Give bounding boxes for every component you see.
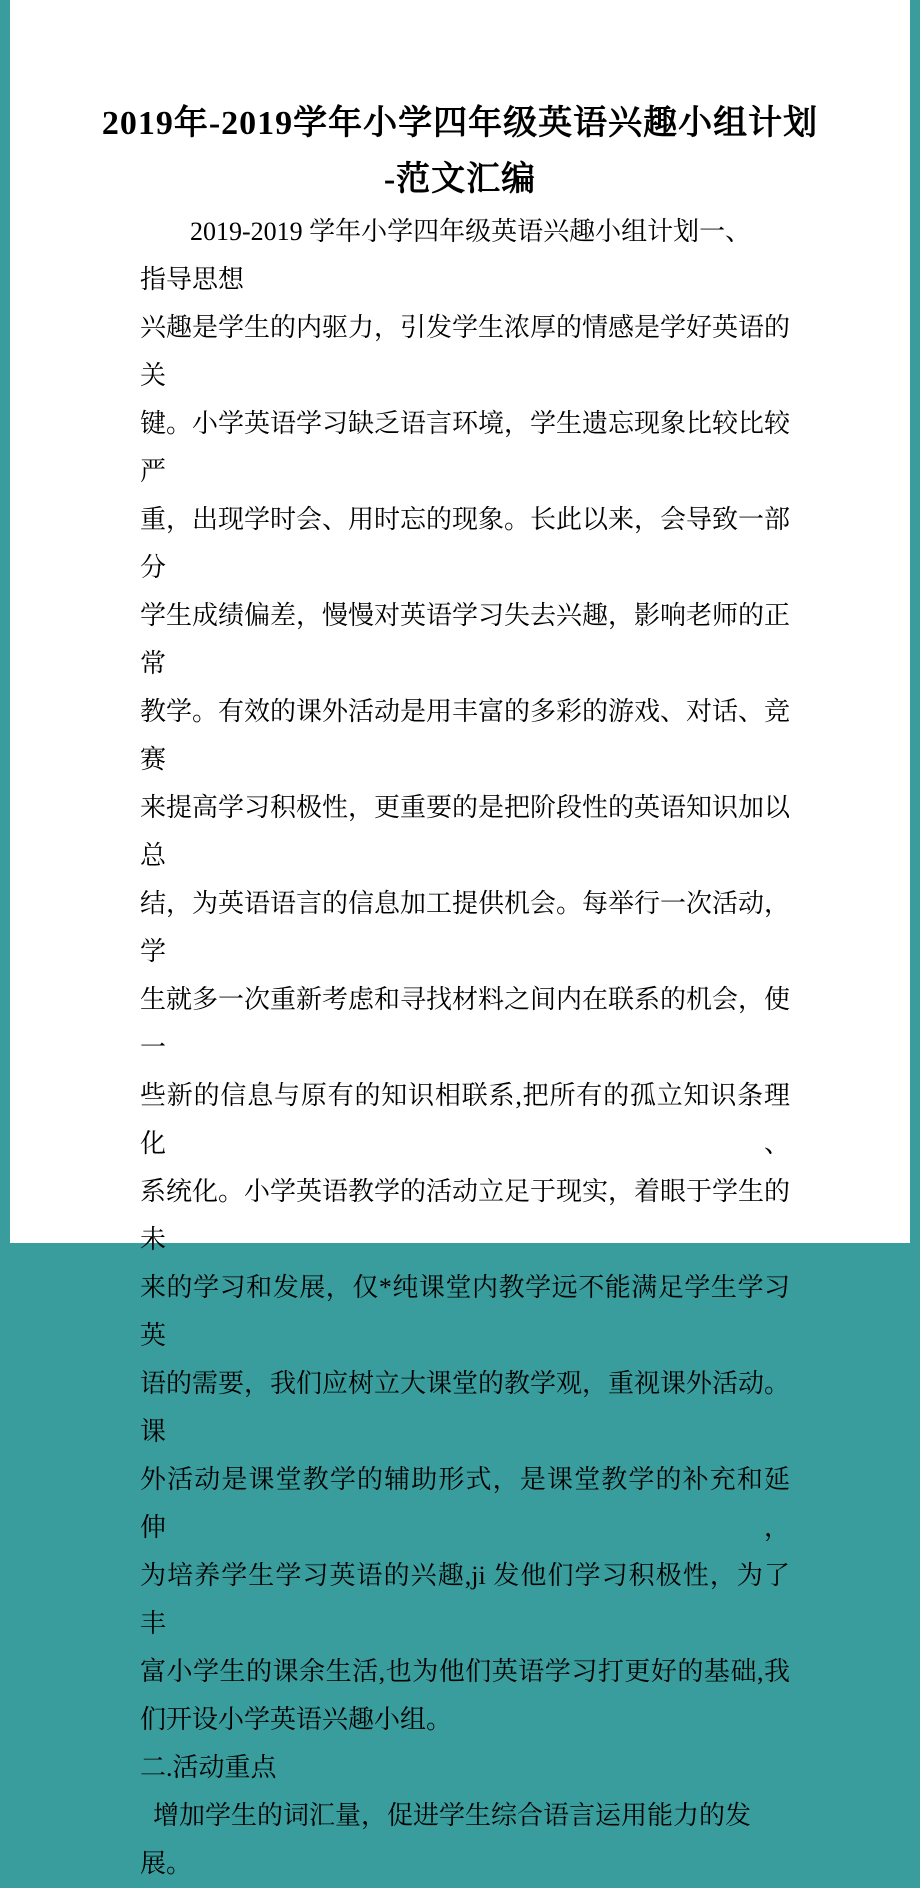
text-line: 教学。有效的课外活动是用丰富的多彩的游戏、对话、竞赛: [140, 697, 791, 774]
text-line: 外活动是课堂教学的辅助形式，是课堂教学的补充和延伸，: [140, 1465, 790, 1542]
title-line-2: -范文汇编: [383, 161, 537, 198]
text-line: 结，为英语语言的信息加工提供机会。每举行一次活动，学: [140, 889, 791, 966]
text-line: 些新的信息与原有的知识相联系,把所有的孤立知识条理化、: [140, 1081, 790, 1158]
text-line: 键。小学英语学习缺乏语言环境，学生遗忘现象比较比较严: [140, 409, 791, 486]
text-line: 生就多一次重新考虑和寻找材料之间内在联系的机会，使一: [140, 985, 791, 1062]
text-line: 增加学生的词汇量，促进学生综合语言运用能力的发展。: [140, 1801, 752, 1878]
text-line: 来提高学习积极性，更重要的是把阶段性的英语知识加以总: [140, 793, 791, 870]
document-page: [10, 0, 910, 1878]
text-line: 重，出现学时会、用时忘的现象。长此以来，会导致一部分: [140, 505, 791, 582]
text-line: 二.活动重点: [140, 1753, 277, 1782]
document-title: [10, 0, 910, 208]
text-line: 语的需要，我们应树立大课堂的教学观，重视课外活动。课: [140, 1369, 791, 1446]
text-line: 2019-2019 学年小学四年级英语兴趣小组计划一、: [190, 217, 752, 246]
text-line: 兴趣是学生的内驱力，引发学生浓厚的情感是学好英语的关: [140, 313, 791, 390]
text-line: 指导思想: [140, 265, 245, 294]
document-body: [10, 208, 910, 1888]
text-line: 们开设小学英语兴趣小组。: [140, 1705, 453, 1734]
text-line: 为培养学生学习英语的兴趣,ji 发他们学习积极性，为了丰: [140, 1561, 790, 1638]
text-line: 富小学生的课余生活,也为他们英语学习打更好的基础,我: [140, 1657, 790, 1686]
text-line: 来的学习和发展，仅*纯课堂内教学远不能满足学生学习英: [140, 1273, 790, 1350]
text-line: 系统化。小学英语教学的活动立足于现实，着眼于学生的未: [140, 1177, 791, 1254]
title-line-1: 2019年-2019学年小学四年级英语兴趣小组计划: [101, 105, 819, 142]
text-line: 学生成绩偏差，慢慢对英语学习失去兴趣，影响老师的正常: [140, 601, 791, 678]
